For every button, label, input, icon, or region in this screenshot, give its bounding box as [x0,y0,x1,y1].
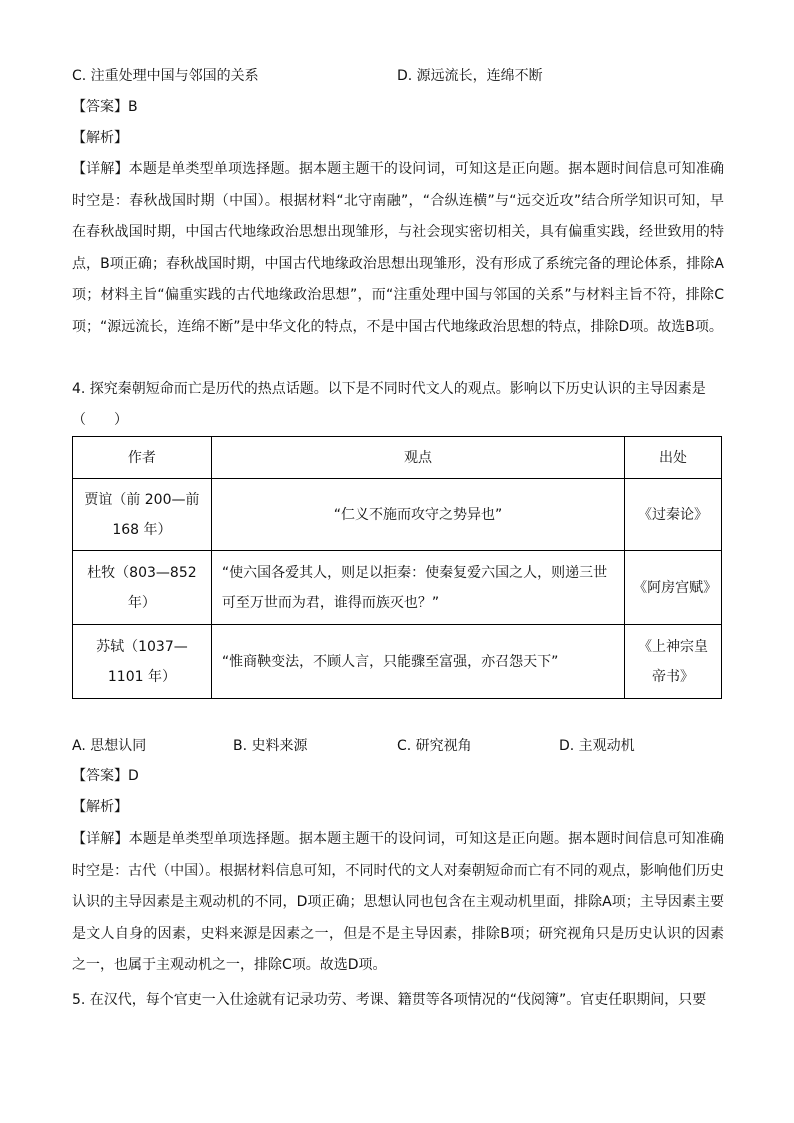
q4-options [72,735,722,757]
row-view: “惟商鞅变法，不顾人言，只能骤至富强，亦召怨天下” [211,625,624,699]
header-view: 观点 [211,437,624,479]
option-d: D. 主观动机 [559,738,635,754]
q4-stem-blank: （ ） [72,412,128,428]
q3-answer: 【答案】B [72,99,138,115]
header-author: 作者 [73,437,212,479]
row-view: “仁义不施而攻守之势异也” [211,479,624,551]
table-row [73,479,722,551]
row-source: 《阿房宫赋》 [625,551,722,625]
option-a: A. 思想认同 [72,738,147,754]
q4-analysis-label: 【解析】 [72,799,128,815]
option-d-prev: D. 源远流长，连绵不断 [397,68,543,84]
header-source: 出处 [625,437,722,479]
table-header-row [73,437,722,479]
q4-stem: 4. 探究秦朝短命而亡是历代的热点话题。以下是不同时代文人的观点。影响以下历史认识的主导因素是 [72,381,706,397]
q3-analysis-label: 【解析】 [72,130,128,146]
table-row [73,551,722,625]
row-view: “使六国各爱其人，则足以拒秦：使秦复爱六国之人，则递三世可至万世而为君，谁得而族灭也？” [211,551,624,625]
row-author: 苏轼（1037—1101 年） [73,625,212,699]
q3-detail: 【详解】本题是单类型单项选择题。据本题主题干的设问词，可知这是正向题。据本题时间信息可知准确时空是：春秋战国时期（中国）。根据材料“北守南融”，“合纵连横”与“远交近攻”结合所学知识可知，早在春秋战国时期，中国古代地缘政治思想出现雏形，与社会现实密切相关，具有偏重实践，经世致用的特点，B项正确；春秋战国时期，中国古代地缘政治思想出现雏形，没有形成了系统完备的理论体系，排除A项；材料主旨“偏重实践的古代地缘政治思想”，而“注重处理中国与邻国的关系”与材料主旨不符，排除C项；“源远流长，连绵不断”是中华文化的特点，不是中国古代地缘政治思想的特点，排除D项。故选B项。 [72,161,724,335]
q5-stem: 5. 在汉代，每个官吏一入仕途就有记录功劳、考课、籍贯等各项情况的“伐阅簿”。官吏任职期间，只要 [72,992,707,1008]
row-author: 杜牧（803—852 年） [73,551,212,625]
q4-table [72,436,722,699]
option-b: B. 史料来源 [233,738,308,754]
q4-answer: 【答案】D [72,768,139,784]
option-c: C. 研究视角 [397,738,472,754]
q4-detail: 【详解】本题是单类型单项选择题。据本题主题干的设问词，可知这是正向题。据本题时间信息可知准确时空是：古代（中国）。根据材料信息可知，不同时代的文人对秦朝短命而亡有不同的观点，影响他们历史认识的主导因素是主观动机的不同，D项正确；思想认同也包含在主观动机里面，排除A项；主导因素主要是文人自身的因素，史料来源是因素之一，但是不是主导因素，排除B项；研究视角只是历史认识的因素之一，也属于主观动机之一，排除C项。故选D项。 [72,831,724,974]
table-row [73,625,722,699]
option-c-prev: C. 注重处理中国与邻国的关系 [72,68,259,84]
row-source: 《上神宗皇帝书》 [625,625,722,699]
row-source: 《过秦论》 [625,479,722,551]
row-author: 贾谊（前 200—前 168 年） [73,479,212,551]
